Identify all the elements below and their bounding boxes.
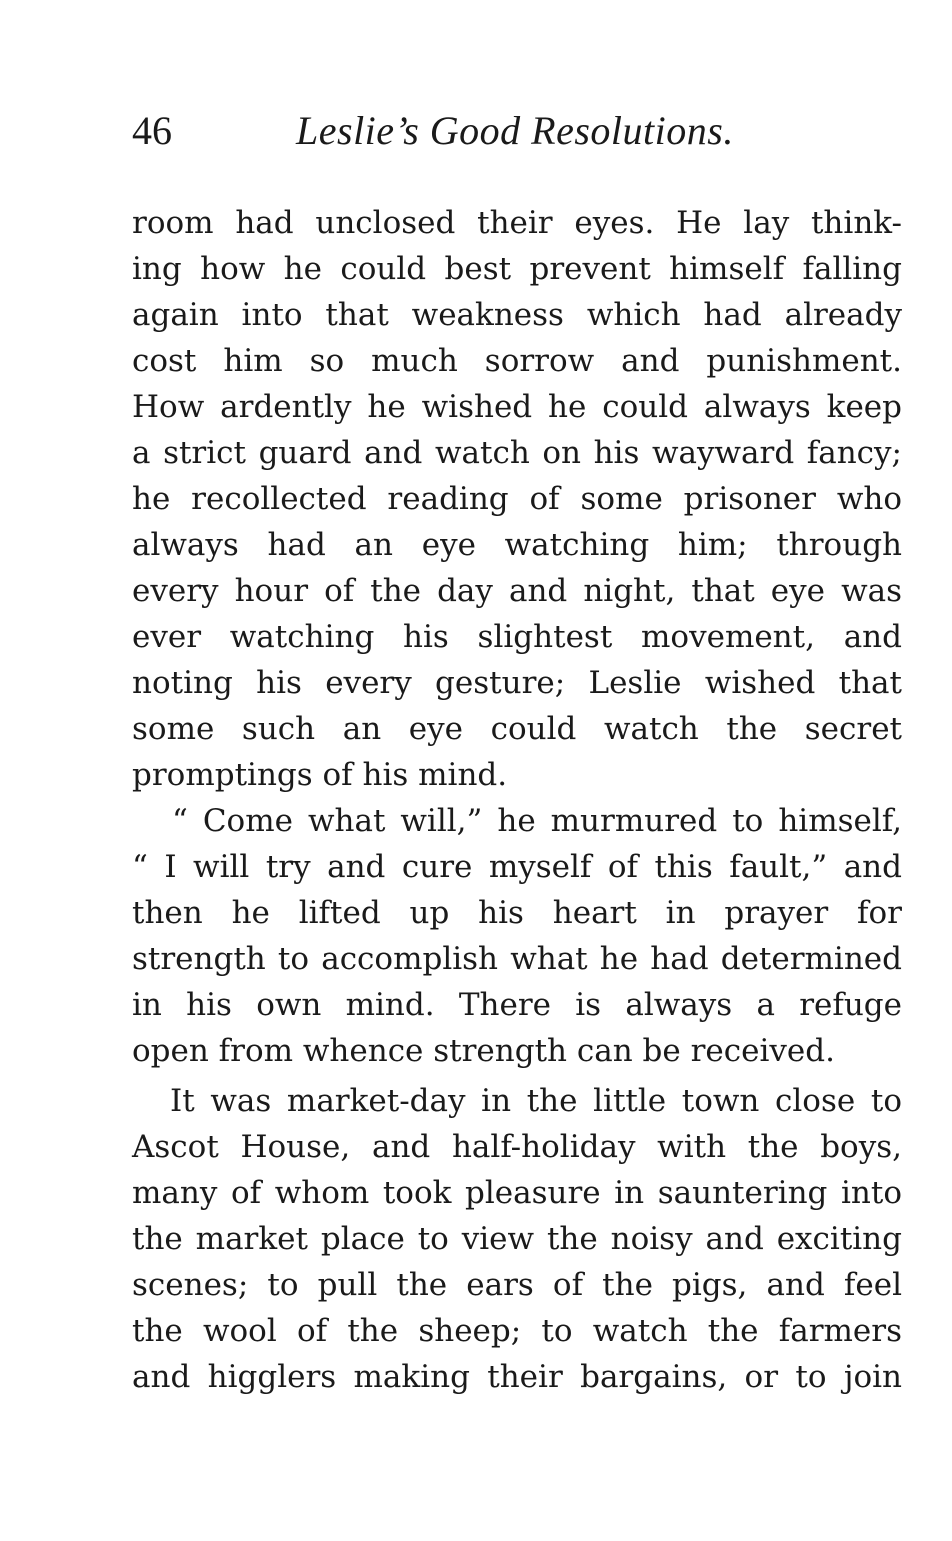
text-line: in his own mind. There is always a refuge — [132, 987, 902, 1023]
text-line: Ascot House, and half-holiday with the boys, — [132, 1129, 902, 1165]
text-line: every hour of the day and night, that eye was — [132, 573, 902, 609]
text-line: always had an eye watching him; through — [132, 527, 902, 563]
text-line: ing how he could best prevent himself falling — [132, 251, 902, 287]
text-line: then he lifted up his heart in prayer for — [132, 895, 902, 931]
page-number: 46 — [132, 108, 172, 153]
text-line: open from whence strength can be received. — [132, 1033, 835, 1069]
text-line: he recollected reading of some prisoner who — [132, 481, 902, 517]
page-header — [132, 105, 902, 157]
body-text — [132, 200, 902, 1400]
text-line: scenes; to pull the ears of the pigs, and feel — [132, 1267, 902, 1303]
text-line: promptings of his mind. — [132, 757, 508, 793]
text-line: some such an eye could watch the secret — [132, 711, 902, 747]
text-line: It was market-day in the little town close to — [170, 1083, 902, 1119]
text-line: again into that weakness which had already — [132, 297, 902, 333]
text-line: ever watching his slightest movement, and — [132, 619, 902, 655]
text-line: “ Come what will,” he murmured to himself, — [172, 803, 902, 839]
text-line: “ I will try and cure myself of this fault,” and — [132, 849, 902, 885]
text-line: noting his every gesture; Leslie wished that — [132, 665, 902, 701]
text-line: a strict guard and watch on his wayward fancy; — [132, 435, 902, 471]
text-line: many of whom took pleasure in sauntering into — [132, 1175, 902, 1211]
text-line: the wool of the sheep; to watch the farmers — [132, 1313, 902, 1349]
text-line: strength to accomplish what he had determined — [132, 941, 902, 977]
text-line: How ardently he wished he could always keep — [132, 389, 902, 425]
text-line: room had unclosed their eyes. He lay think- — [132, 205, 902, 241]
text-line: and higglers making their bargains, or to join — [132, 1359, 902, 1395]
text-line: the market place to view the noisy and exciting — [132, 1221, 902, 1257]
text-line: cost him so much sorrow and punishment. — [132, 343, 902, 379]
running-title: Leslie’s Good Resolutions. — [296, 108, 734, 153]
